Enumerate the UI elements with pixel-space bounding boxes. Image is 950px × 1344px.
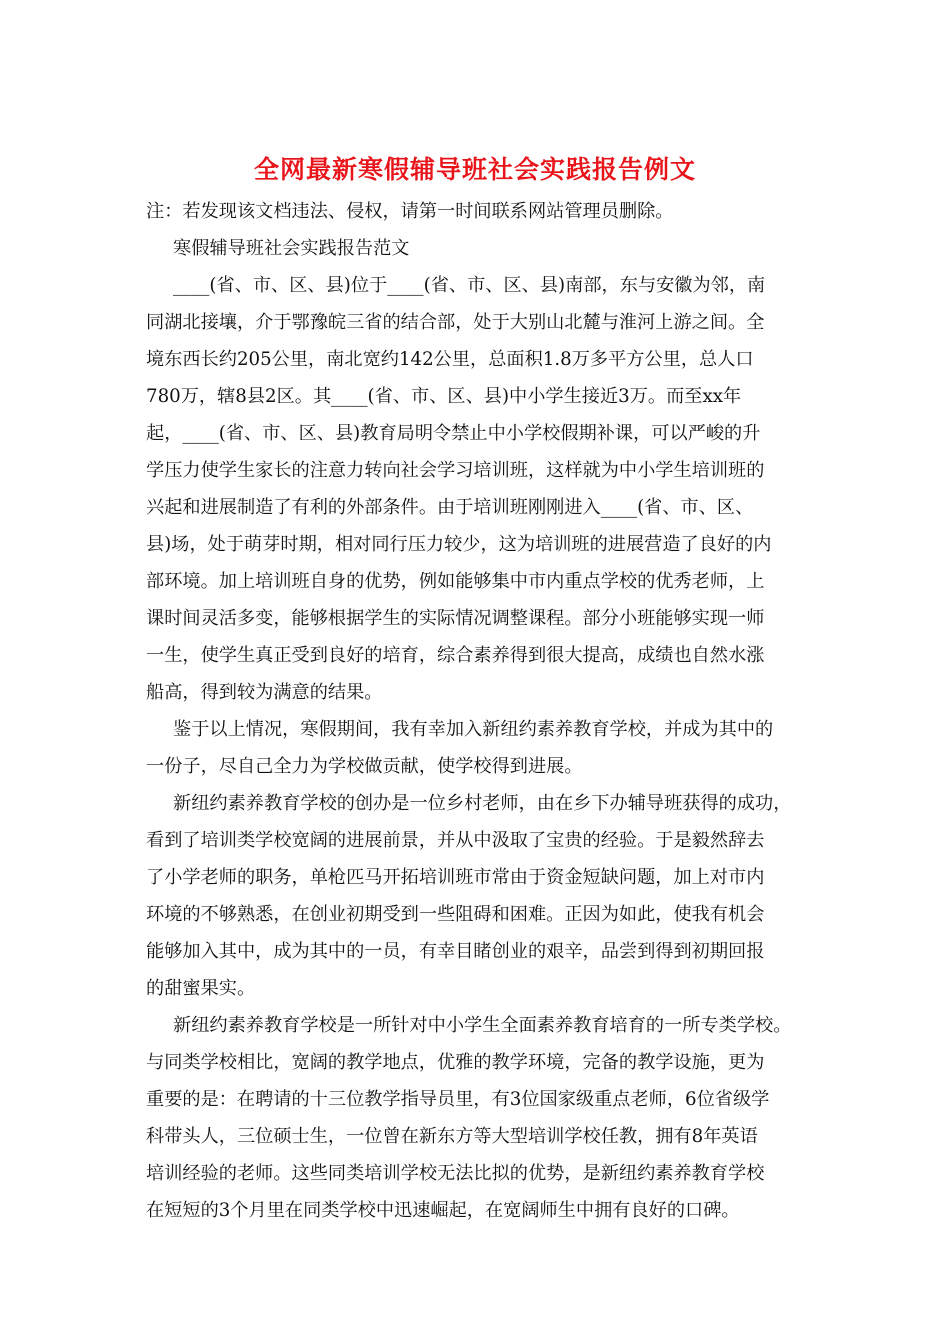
body-line: 科带头人，三位硕士生，一位曾在新东方等大型培训学校任教，拥有8年英语: [146, 1126, 758, 1147]
body-line: 部环境。加上培训班自身的优势，例如能够集中市内重点学校的优秀老师，上: [146, 571, 765, 592]
body-line: 兴起和进展制造了有利的外部条件。由于培训班刚刚进入____(省、市、区、: [146, 497, 754, 518]
body-line: 了小学老师的职务，单枪匹马开拓培训班市常由于资金短缺问题，加上对市内: [146, 867, 765, 888]
body-line: 县)场，处于萌芽时期，相对同行压力较少，这为培训班的进展营造了良好的内: [146, 534, 772, 555]
body-line: 同湖北接壤，介于鄂豫皖三省的结合部，处于大别山北麓与淮河上游之间。全: [146, 312, 765, 333]
body-line: 课时间灵活多变，能够根据学生的实际情况调整课程。部分小班能够实现一师: [146, 608, 765, 629]
body-line: 看到了培训类学校宽阔的进展前景，并从中汲取了宝贵的经验。于是毅然辞去: [146, 830, 765, 851]
body-line: 一生，使学生真正受到良好的培育，综合素养得到很大提高，成绩也自然水涨: [146, 645, 765, 666]
body-line: 环境的不够熟悉，在创业初期受到一些阻碍和困难。正因为如此，使我有机会: [146, 904, 765, 925]
body-line: 鉴于以上情况，寒假期间，我有幸加入新纽约素养教育学校，并成为其中的: [173, 719, 774, 740]
document-title: 全网最新寒假辅导班社会实践报告例文: [253, 155, 696, 184]
body-line: 能够加入其中，成为其中的一员，有幸目睹创业的艰辛，品尝到得到初期回报: [146, 941, 765, 962]
body-line: 与同类学校相比，宽阔的教学地点，优雅的教学环境，完备的教学设施，更为: [146, 1052, 765, 1073]
body-line: 新纽约素养教育学校的创办是一位乡村老师，由在乡下办辅导班获得的成功，: [173, 793, 792, 814]
report-subtitle: 寒假辅导班社会实践报告范文: [173, 238, 410, 259]
body-line: ____(省、市、区、县)位于____(省、市、区、县)南部，东与安徽为邻，南: [173, 275, 766, 296]
body-line: 培训经验的老师。这些同类培训学校无法比拟的优势，是新纽约素养教育学校: [146, 1163, 765, 1184]
disclaimer-note: 注：若发现该文档违法、侵权，请第一时间联系网站管理员删除。: [146, 201, 674, 222]
body-line: 境东西长约205公里，南北宽约142公里，总面积1.8万多平方公里，总人口: [146, 349, 754, 370]
body-line: 重要的是：在聘请的十三位教学指导员里，有3位国家级重点老师，6位省级学: [146, 1089, 770, 1110]
body-line: 在短短的3个月里在同类学校中迅速崛起，在宽阔师生中拥有良好的口碑。: [146, 1200, 740, 1221]
body-line: 新纽约素养教育学校是一所针对中小学生全面素养教育培育的一所专类学校。: [173, 1015, 792, 1036]
body-line: 780万，辖8县2区。其____(省、市、区、县)中小学生接近3万。而至xx年: [146, 386, 742, 407]
body-line: 起，____(省、市、区、县)教育局明令禁止中小学校假期补课，可以严峻的升: [146, 423, 761, 444]
body-line: 船高，得到较为满意的结果。: [146, 682, 383, 703]
body-line: 的甜蜜果实。: [146, 978, 256, 999]
body-line: 学压力使学生家长的注意力转向社会学习培训班，这样就为中小学生培训班的: [146, 460, 765, 481]
body-line: 一份子，尽自己全力为学校做贡献，使学校得到进展。: [146, 756, 583, 777]
